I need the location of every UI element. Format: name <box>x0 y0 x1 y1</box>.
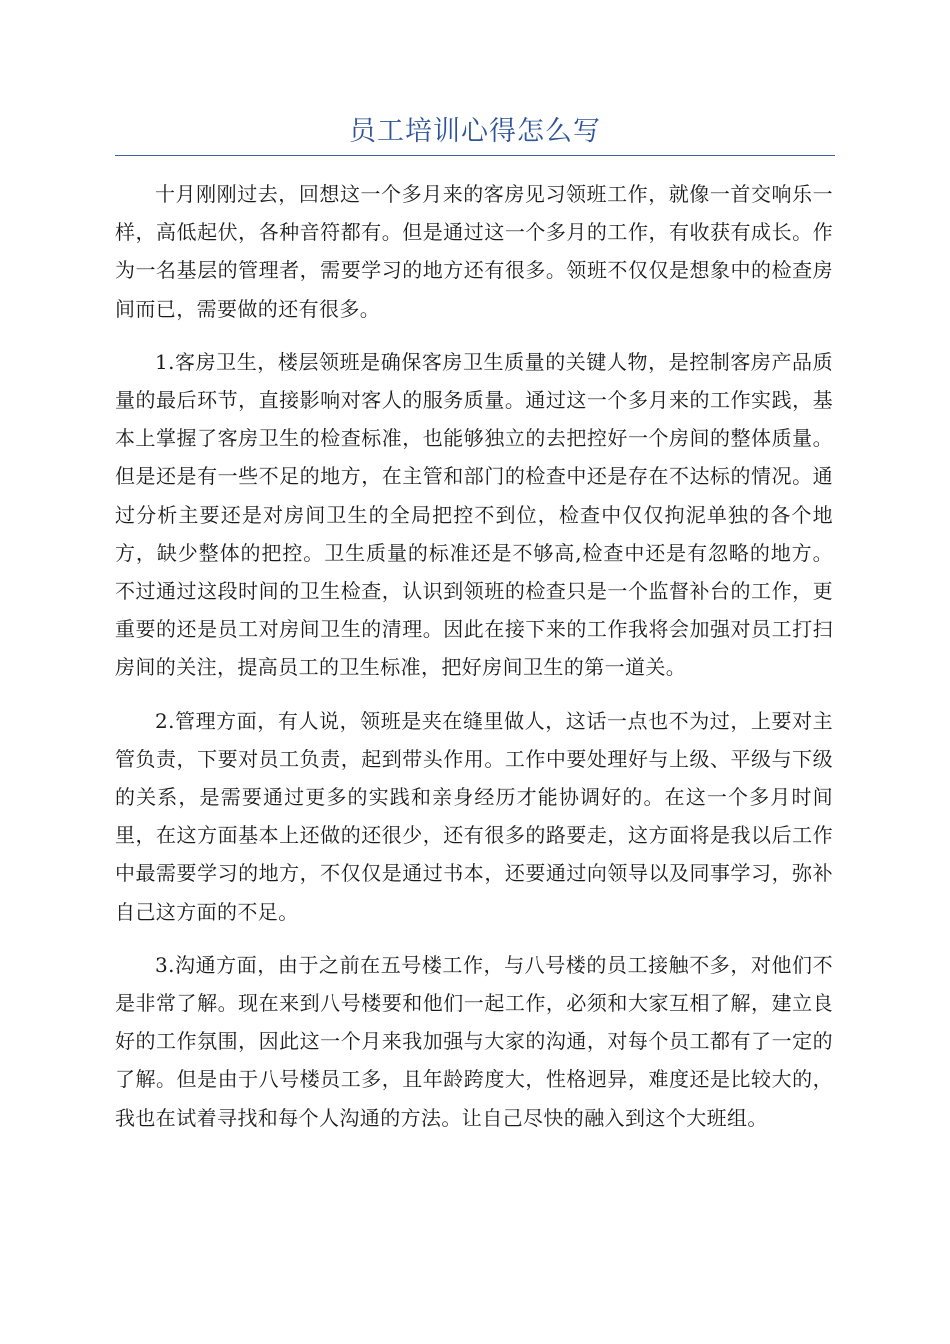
document-body <box>115 175 833 1152</box>
document-title: 员工培训心得怎么写 <box>349 116 601 147</box>
paragraph-communication: 3.沟通方面，由于之前在五号楼工作，与八号楼的员工接触不多，对他们不是非常了解。现在来到八号楼要和他们一起工作，必须和大家互相了解，建立良好的工作氛围，因此这一个月来我加强与大家的沟通，对每个员工都有了一定的了解。但是由于八号楼员工多，且年龄跨度大，性格迥异，难度还是比较大的，我也在试着寻找和每个人沟通的方法。让自己尽快的融入到这个大班组。 <box>115 952 833 1130</box>
paragraph-room-hygiene: 1.客房卫生，楼层领班是确保客房卫生质量的关键人物，是控制客房产品质量的最后环节，直接影响对客人的服务质量。通过这一个多月来的工作实践，基本上掌握了客房卫生的检查标准，也能够独立的去把控好一个房间的整体质量。但是还是有一些不足的地方，在主管和部门的检查中还是存在不达标的情况。通过分析主要还是对房间卫生的全局把控不到位，检查中仅仅拘泥单独的各个地方，缺少整体的把控。卫生质量的标准还是不够高,检查中还是有忽略的地方。不过通过这段时间的卫生检查，认识到领班的检查只是一个监督补台的工作，更重要的还是员工对房间卫生的清理。因此在接下来的工作我将会加强对员工打扫房间的关注，提高员工的卫生标准，把好房间卫生的第一道关。 <box>115 349 833 680</box>
paragraph-management: 2.管理方面，有人说，领班是夹在缝里做人，这话一点也不为过，上要对主管负责，下要对员工负责，起到带头作用。工作中要处理好与上级、平级与下级的关系，是需要通过更多的实践和亲身经历才能协调好的。在这一个多月时间里，在这方面基本上还做的还很少，还有很多的路要走，这方面将是我以后工作中最需要学习的地方，不仅仅是通过书本，还要通过向领导以及同事学习，弥补自己这方面的不足。 <box>115 708 833 924</box>
paragraph-intro: 十月刚刚过去，回想这一个多月来的客房见习领班工作，就像一首交响乐一样，高低起伏，各种音符都有。但是通过这一个多月的工作，有收获有成长。作为一名基层的管理者，需要学习的地方还有很多。领班不仅仅是想象中的检查房间而已，需要做的还有很多。 <box>115 182 833 321</box>
title-underline <box>115 155 835 156</box>
